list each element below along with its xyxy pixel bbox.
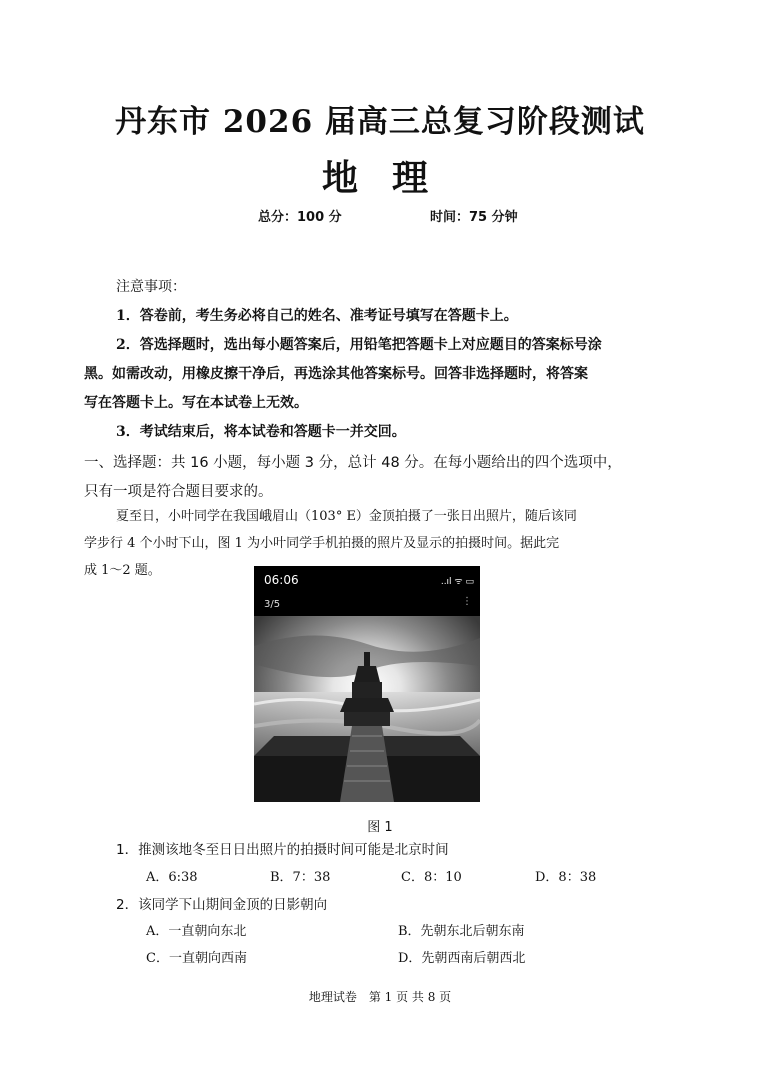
phone-screenshot	[254, 566, 480, 802]
page-footer: 地理试卷 第 1 页 共 8 页	[308, 990, 452, 1004]
notice-item-2-line-3: 写在答题卡上。写在本试卷上无效。	[84, 395, 308, 411]
question-2-option-a: A．一直朝向东北	[146, 924, 247, 939]
passage-line-1: 夏至日，小叶同学在我国峨眉山（103° E）金顶拍摄了一张日出照片，随后该同	[116, 509, 577, 524]
passage-line-3: 成 1～2 题。	[84, 563, 161, 578]
figure-caption: 图 1	[367, 820, 393, 835]
question-2-stem: 2．该同学下山期间金顶的日影朝向	[116, 897, 328, 913]
notice-item-3: 3．考试结束后，将本试卷和答题卡一并交回。	[116, 424, 406, 440]
question-2-option-b: B．先朝东北后朝东南	[398, 924, 525, 939]
passage-line-2: 学步行 4 个小时下山，图 1 为小叶同学手机拍摄的照片及显示的拍摄时间。据此完	[84, 536, 560, 551]
question-2-option-c: C．一直朝向西南	[146, 951, 247, 966]
question-1-option-d: D．8：38	[535, 870, 597, 885]
phone-clock: 06:06	[264, 573, 299, 587]
signal-wifi-battery-icon: ..ıl ᯤ ▭	[440, 577, 474, 587]
question-1-option-a: A．6:38	[146, 870, 198, 885]
question-1-option-b: B．7：38	[270, 870, 331, 885]
section-heading-line-1: 一、选择题：共 16 小题，每小题 3 分，总计 48 分。在每小题给出的四个选项中，	[84, 455, 622, 471]
sunrise-photo	[254, 616, 480, 802]
notice-heading: 注意事项：	[116, 279, 186, 295]
more-options-icon: ⋮	[462, 596, 472, 607]
exam-title: 丹东市 2026 届高三总复习阶段测试	[115, 104, 645, 140]
exam-time: 时间：75 分钟	[430, 210, 518, 225]
question-1-option-c: C．8：10	[401, 870, 462, 885]
total-score: 总分：100 分	[258, 210, 342, 225]
question-1-stem: 1．推测该地冬至日日出照片的拍摄时间可能是北京时间	[116, 842, 449, 858]
section-heading-line-2: 只有一项是符合题目要求的。	[84, 484, 273, 500]
question-2-option-d: D．先朝西南后朝西北	[398, 951, 526, 966]
notice-item-2-line-1: 2．答选择题时，选出每小题答案后，用铅笔把答题卡上对应题目的答案标号涂	[116, 337, 602, 353]
notice-item-2-line-2: 黑。如需改动，用橡皮擦干净后，再选涂其他答案标号。回答非选择题时，将答案	[84, 366, 588, 382]
photo-counter: 3/5	[264, 599, 281, 610]
subject-title: 地理	[321, 158, 462, 199]
notice-item-1: 1．答卷前，考生务必将自己的姓名、准考证号填写在答题卡上。	[116, 308, 518, 324]
